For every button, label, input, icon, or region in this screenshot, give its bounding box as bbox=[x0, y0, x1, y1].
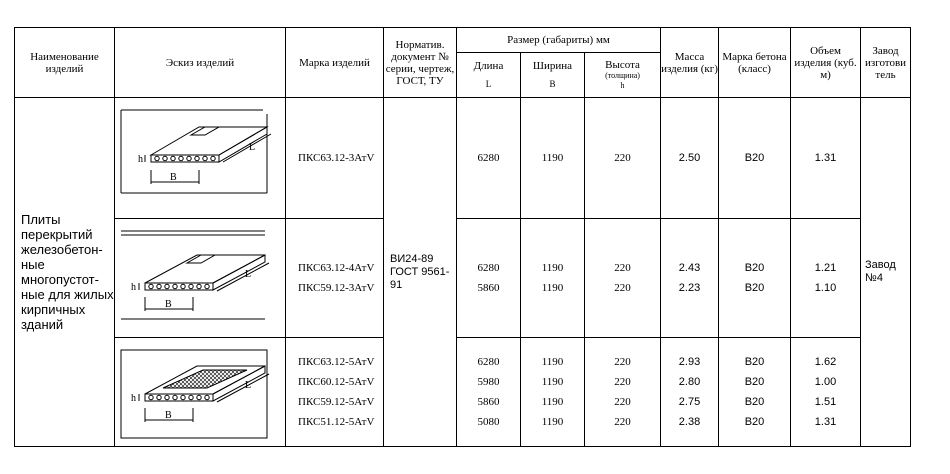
volume-value: 1.31 bbox=[814, 416, 837, 428]
mark-list-2 bbox=[286, 258, 383, 298]
sketch-2 bbox=[115, 219, 286, 338]
header-mark: Марка изделий bbox=[286, 28, 384, 98]
group-3-volume bbox=[791, 338, 861, 447]
sketch-3 bbox=[115, 338, 286, 447]
volume-value: 1.10 bbox=[814, 282, 837, 294]
sketch-1 bbox=[115, 98, 286, 219]
sketch-2-label-b: B bbox=[165, 299, 172, 310]
header-concrete: Марка бетона (класс) bbox=[719, 28, 791, 98]
group-2-marks bbox=[286, 219, 384, 338]
header-width bbox=[521, 53, 585, 98]
slab-sketch-2 bbox=[115, 219, 286, 337]
height-value: 220 bbox=[614, 356, 631, 368]
mass-value: 2.75 bbox=[678, 396, 701, 408]
group-3-mass bbox=[661, 338, 719, 447]
mass-value: 2.38 bbox=[678, 416, 701, 428]
volume-value: 1.51 bbox=[814, 396, 837, 408]
mark-list-1 bbox=[286, 148, 383, 168]
sketch-2-label-l: L bbox=[245, 269, 252, 280]
header-length-label: Длина bbox=[473, 60, 504, 72]
group-2-width bbox=[521, 219, 585, 338]
length-value: 6280 bbox=[477, 152, 500, 164]
volume-value: 1.62 bbox=[814, 356, 837, 368]
group-2-concrete bbox=[719, 219, 791, 338]
mass-value: 2.43 bbox=[678, 262, 701, 274]
header-height-note: (толщина) bbox=[605, 71, 640, 80]
doc-reference: ВИ24-89 ГОСТ 9561-91 bbox=[384, 98, 457, 447]
length-value: 6280 bbox=[477, 262, 500, 274]
mark-value: ПКС63.12-4АтV bbox=[298, 262, 375, 274]
volume-value: 1.00 bbox=[814, 376, 837, 388]
table-body bbox=[15, 98, 911, 447]
header-mass: Масса изделия (кг) bbox=[661, 28, 719, 98]
group-1-width bbox=[521, 98, 585, 219]
height-value: 220 bbox=[614, 282, 631, 294]
header-length bbox=[457, 53, 521, 98]
header-height-label: Высота bbox=[605, 59, 640, 71]
group-3-width bbox=[521, 338, 585, 447]
mark-value: ПКС60.12-5АтV bbox=[298, 376, 375, 388]
group-1-length bbox=[457, 98, 521, 219]
sketch-3-label-b: B bbox=[165, 410, 172, 421]
table-row-group-3 bbox=[15, 338, 911, 447]
mark-value: ПКС63.12-3АтV bbox=[298, 152, 375, 164]
sketch-3-label-l: L bbox=[245, 380, 252, 391]
mark-value: ПКС51.12-5АтV bbox=[298, 416, 375, 428]
group-3-height bbox=[585, 338, 661, 447]
header-length-unit: L bbox=[485, 79, 492, 89]
group-2-mass bbox=[661, 219, 719, 338]
mass-value: 2.80 bbox=[678, 376, 701, 388]
mark-value: ПКС59.12-3АтV bbox=[298, 282, 375, 294]
width-value: 1190 bbox=[541, 152, 564, 164]
height-value: 220 bbox=[614, 376, 631, 388]
header-width-label: Ширина bbox=[532, 60, 573, 72]
slab-sketch-3 bbox=[115, 338, 286, 446]
mass-value: 2.50 bbox=[678, 152, 701, 164]
concrete-value: В20 bbox=[744, 152, 765, 164]
group-1-marks bbox=[286, 98, 384, 219]
header-width-unit: B bbox=[549, 79, 556, 89]
mark-list-3 bbox=[286, 352, 383, 432]
height-value: 220 bbox=[614, 152, 631, 164]
group-1-mass bbox=[661, 98, 719, 219]
product-name: Плиты перекрытий железобетон-ные многопустот-ные для жилых кирпичных зданий bbox=[15, 98, 115, 447]
width-value: 1190 bbox=[541, 282, 564, 294]
group-1-volume bbox=[791, 98, 861, 219]
width-value: 1190 bbox=[541, 376, 564, 388]
group-1-concrete bbox=[719, 98, 791, 219]
width-value: 1190 bbox=[541, 416, 564, 428]
group-3-length bbox=[457, 338, 521, 447]
slab-sketch-1 bbox=[115, 98, 286, 218]
length-value: 5860 bbox=[477, 396, 500, 408]
group-2-height bbox=[585, 219, 661, 338]
width-value: 1190 bbox=[541, 396, 564, 408]
mass-value: 2.23 bbox=[678, 282, 701, 294]
volume-value: 1.21 bbox=[814, 262, 837, 274]
sketch-2-label-h: h bbox=[131, 282, 136, 293]
header-size-group: Размер (габариты) мм bbox=[457, 28, 661, 53]
group-2-length bbox=[457, 219, 521, 338]
concrete-value: В20 bbox=[744, 396, 765, 408]
length-value: 5860 bbox=[477, 282, 500, 294]
height-value: 220 bbox=[614, 416, 631, 428]
width-value: 1190 bbox=[541, 356, 564, 368]
header-height bbox=[585, 53, 661, 98]
concrete-value: В20 bbox=[744, 376, 765, 388]
sketch-1-label-b: B bbox=[170, 172, 177, 183]
length-value: 5080 bbox=[477, 416, 500, 428]
sketch-1-label-h: h bbox=[138, 154, 143, 165]
group-3-marks bbox=[286, 338, 384, 447]
group-1-height bbox=[585, 98, 661, 219]
header-sketch: Эскиз изделий bbox=[115, 28, 286, 98]
mass-value: 2.93 bbox=[678, 356, 701, 368]
plant-value: Завод №4 bbox=[861, 98, 911, 447]
header-doc: Норматив. документ № серии, чертеж, ГОСТ, ТУ bbox=[384, 28, 457, 98]
mark-value: ПКС63.12-5АтV bbox=[298, 356, 375, 368]
length-value: 6280 bbox=[477, 356, 500, 368]
mark-value: ПКС59.12-5АтV bbox=[298, 396, 375, 408]
header-name: Наименование изделий bbox=[15, 28, 115, 98]
concrete-value: В20 bbox=[744, 416, 765, 428]
table-row-group-1 bbox=[15, 98, 911, 219]
concrete-value: В20 bbox=[744, 356, 765, 368]
group-3-concrete bbox=[719, 338, 791, 447]
table-header bbox=[15, 28, 911, 98]
length-value: 5980 bbox=[477, 376, 500, 388]
height-value: 220 bbox=[614, 262, 631, 274]
product-table bbox=[14, 27, 911, 447]
volume-value: 1.31 bbox=[814, 152, 837, 164]
header-height-unit: h bbox=[620, 81, 625, 90]
header-plant: Завод изготови тель bbox=[861, 28, 911, 98]
header-volume: Объем изделия (куб. м) bbox=[791, 28, 861, 98]
sketch-3-label-h: h bbox=[131, 393, 136, 404]
group-2-volume bbox=[791, 219, 861, 338]
concrete-value: В20 bbox=[744, 262, 765, 274]
concrete-value: В20 bbox=[744, 282, 765, 294]
width-value: 1190 bbox=[541, 262, 564, 274]
height-value: 220 bbox=[614, 396, 631, 408]
table-row-group-2 bbox=[15, 219, 911, 338]
sketch-1-label-l: L bbox=[249, 142, 256, 153]
